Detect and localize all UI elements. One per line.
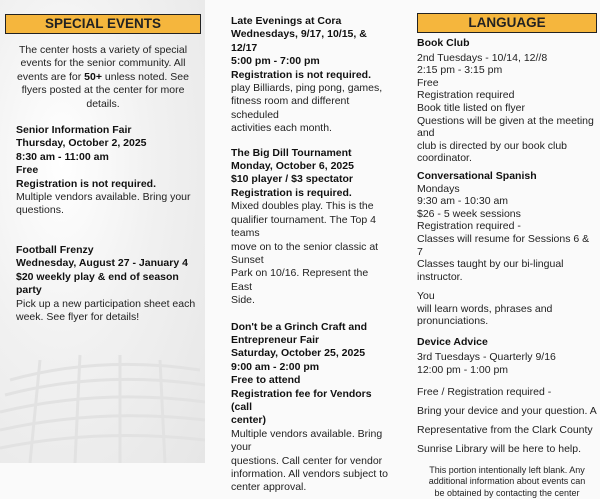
spanish-title: Conversational Spanish bbox=[417, 169, 537, 182]
basket-illustration bbox=[0, 300, 205, 463]
grinch-event: Don't be a Grinch Craft and Entrepreneur Fair Saturday, October 25, 2025 9:00 am - 2:00 pm Free to attend Registration fee for Vendors (call center) Multiple vendors available. Bring your questions. Call center for vendor information. All vendors subject to center approval. bbox=[231, 321, 391, 495]
language-column bbox=[417, 0, 597, 499]
grinch-title: Don't be a Grinch Craft and bbox=[231, 320, 368, 333]
special-events-banner: SPECIAL EVENTS bbox=[5, 14, 201, 34]
big-dill-title: The Big Dill Tournament bbox=[231, 146, 352, 159]
special-events-column bbox=[5, 0, 201, 324]
senior-fair-event: Senior Information Fair Thursday, October 2, 2025 8:30 am - 11:00 am Free Registration is not required. Multiple vendors available. Bring your questions. bbox=[5, 124, 201, 218]
cora-title: Late Evenings at Cora bbox=[231, 15, 342, 27]
footer-note: This portion intentionally left blank. Any additional information about events can be obtained by contacting the center bbox=[428, 464, 586, 498]
device-advice-title: Device Advice bbox=[417, 336, 488, 349]
language-banner: LANGUAGE bbox=[417, 13, 597, 33]
intro-text: The center hosts a variety of special events for the senior community. All events are for 50+ unless noted. See flyers posted at the center for more details. bbox=[17, 44, 189, 110]
big-dill-event: The Big Dill Tournament Monday, October 6, 2025 $10 player / $3 spectator Registration is required. Mixed doubles play. This is the qualifier tournament. The Top 4 teams move on to the senior classic at Sunset Park on 10/16. Represent the East Side. bbox=[231, 147, 391, 308]
spanish-section: Conversational Spanish Mondays 9:30 am - 10:30 am $26 - 5 week sessions Registration required - Classes will resume for Sessions 6 & 7 Classes taught by our bi-lingual instructor. You will learn words, phrases and pronunciations. bbox=[417, 170, 597, 328]
football-event: Football Frenzy Wednesday, August 27 - January 4 $20 weekly play & end of season party Pick up a new participation sheet each week. See flyer for details! bbox=[5, 244, 201, 324]
cora-event: Late Evenings at Cora Wednesdays, 9/17, 10/15, & 12/17 5:00 pm - 7:00 pm Registration is not required. play Billiards, ping pong, games, fitness room and different scheduled activities each month. bbox=[231, 15, 391, 136]
book-club-section: Book Club 2nd Tuesdays - 10/14, 12//8 2:15 pm - 3:15 pm Free Registration required Book title listed on flyer Questions will be given at the meeting and club is directed by our book club coordinator. bbox=[417, 37, 597, 165]
middle-events-column bbox=[231, 0, 391, 495]
senior-fair-title: Senior Information Fair bbox=[16, 124, 132, 137]
device-advice-section: Device Advice 3rd Tuesdays - Quarterly 9/16 12:00 pm - 1:00 pm Free / Registration required - Bring your device and your question. A Representative from the Clark County Sunrise Library will be here to help. bbox=[417, 336, 597, 455]
football-title: Football Frenzy bbox=[16, 243, 94, 256]
book-club-title: Book Club bbox=[417, 37, 470, 49]
